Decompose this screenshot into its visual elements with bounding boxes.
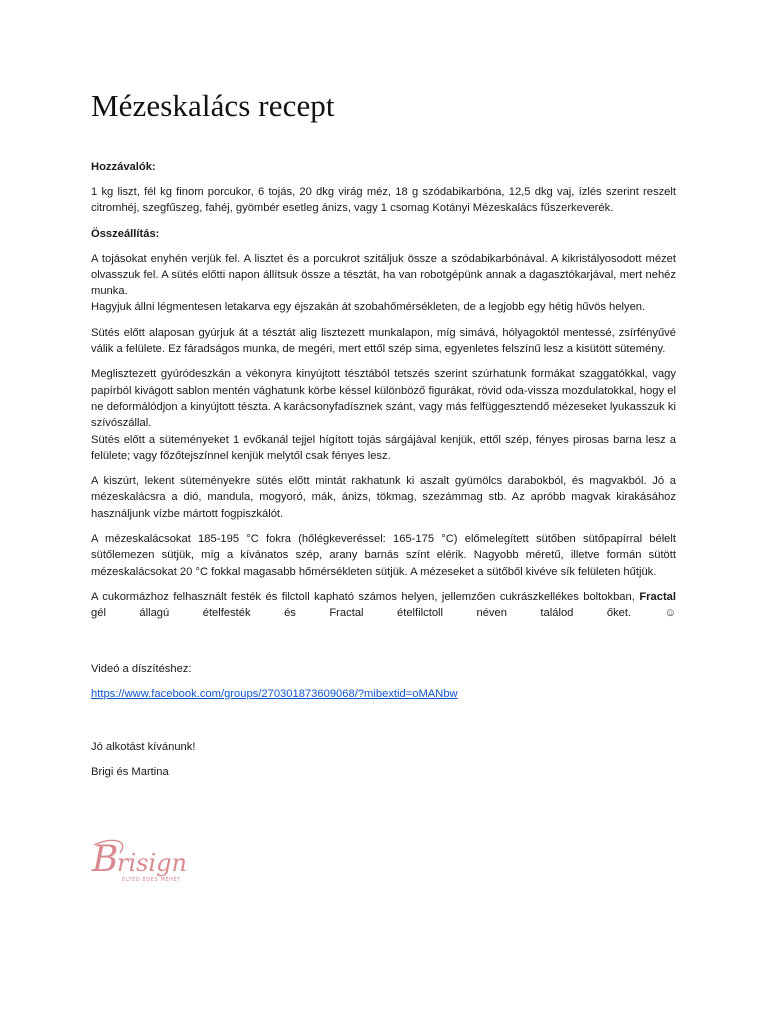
video-label: Videó a díszítéshez: xyxy=(91,662,192,675)
closing-wish: Jó alkotást kívánunk! xyxy=(91,741,196,754)
fractal-brand: Fractal xyxy=(639,590,676,603)
brisign-logo xyxy=(90,835,210,893)
method-heading: Összeállítás: xyxy=(91,227,160,240)
logo-tagline: ÉLTED ÉDES MÉHÉT xyxy=(122,877,181,883)
logo-initial: B xyxy=(92,839,119,880)
method-paragraph-3 xyxy=(91,366,676,464)
method-paragraph-3a: Meglisztezett gyúródeszkán a vékonyra kinyújtott tésztából tetszés szerint szúrhatunk formákat szaggatókkal, vagy papírból kivágott sablon mentén vághatunk körbe késsel különböző figurákat, rövid oda-vissza mozdulatokkal, hogy el ne deformálódjon a kinyújtott tészta. A karácsonyfadísznek szánt, vagy más felfüggesztendő mézeseket lyukasszuk ki szívószállal. xyxy=(91,368,676,430)
method-paragraph-1 xyxy=(91,251,676,316)
method-paragraph-2: Sütés előtt alaposan gyúrjuk át a tésztát alig lisztezett munkalapon, míg simává, hólyagoktól mentessé, zsírfényűvé válik a felülete. Ez fáradságos munka, de megéri, mert ettől szép sima, egyenletes felszínű lesz a kisütött sütemény. xyxy=(91,326,676,356)
method-paragraph-6 xyxy=(91,589,676,622)
ingredients-text: 1 kg liszt, fél kg finom porcukor, 6 tojás, 20 dkg virág méz, 18 g szódabikarbóna, 12,5 dkg vaj, ízlés szerint reszelt citromhéj, szegfűszeg, fahéj, gyömbér esetleg ánizs, vagy 1 csomag Kotányi Mézeskalács fűszerkeverék. xyxy=(91,186,676,215)
page-title: Mézeskalács recept xyxy=(91,88,335,123)
ingredients-heading: Hozzávalók: xyxy=(91,161,156,173)
video-link[interactable]: https://www.facebook.com/groups/270301873609068/?mibextid=oMANbw xyxy=(91,687,458,700)
method-paragraph-3b: Sütés előtt a süteményeket 1 evőkanál tejjel hígított tojás sárgájával kenjük, ettől szép, fényes pirosas barna lesz a felülete; vagy főzőtejszínnel kenjük melytől csak fényes lesz. xyxy=(91,433,676,462)
method-paragraph-5: A mézeskalácsokat 185-195 °C fokra (hőlégkeveréssel: 165-175 °C) előmelegített sütőben sütőpapírral bélelt sütőlemezen sütjük, míg a kívánatos szép, arany barnás színt elérik. Nagyobb méretű, illetve formán sütött mézeskalácsokat 20 °C fokkal magasabb hőmérsékleten sütjük. A mézeseket a sütőből kivéve sík felületen hűtjük. xyxy=(91,533,676,578)
method-paragraph-4: A kiszúrt, lekent süteményekre sütés előtt mintát rakhatunk ki aszalt gyümölcs darabokból, és magvakból. Jó a mézeskalácsra a dió, mandula, mogyoró, mák, ánizs, tökmag, szezámmag stb. Az apróbb magvak kirakásához használjunk vízbe mártott fogpiszkálót. xyxy=(91,475,676,520)
method-paragraph-6b: gél állagú ételfesték és Fractal ételfilctoll néven találod őket. ☺ xyxy=(91,607,676,620)
logo-text: risign xyxy=(117,849,187,877)
method-paragraph-1b: Hagyjuk állni légmentesen letakarva egy éjszakán át szobahőmérsékleten, de a legjobb egy hétig hűvös helyen. xyxy=(91,301,646,314)
method-paragraph-6a: A cukormázhoz felhasznált festék és filctoll kapható számos helyen, jellemzően cukrászkellékes boltokban, xyxy=(91,590,635,603)
method-paragraph-1a: A tojásokat enyhén verjük fel. A lisztet és a porcukrot szitáljuk össze a szódabikarbónával. A kikristályosodott mézet olvasszuk fel. A sütés előtti napon állítsuk össze a tésztát, ha van robotgépünk annak a dagasztókarjával, mert nehéz munka. xyxy=(91,252,676,298)
closing-signature: Brigi és Martina xyxy=(91,766,169,779)
